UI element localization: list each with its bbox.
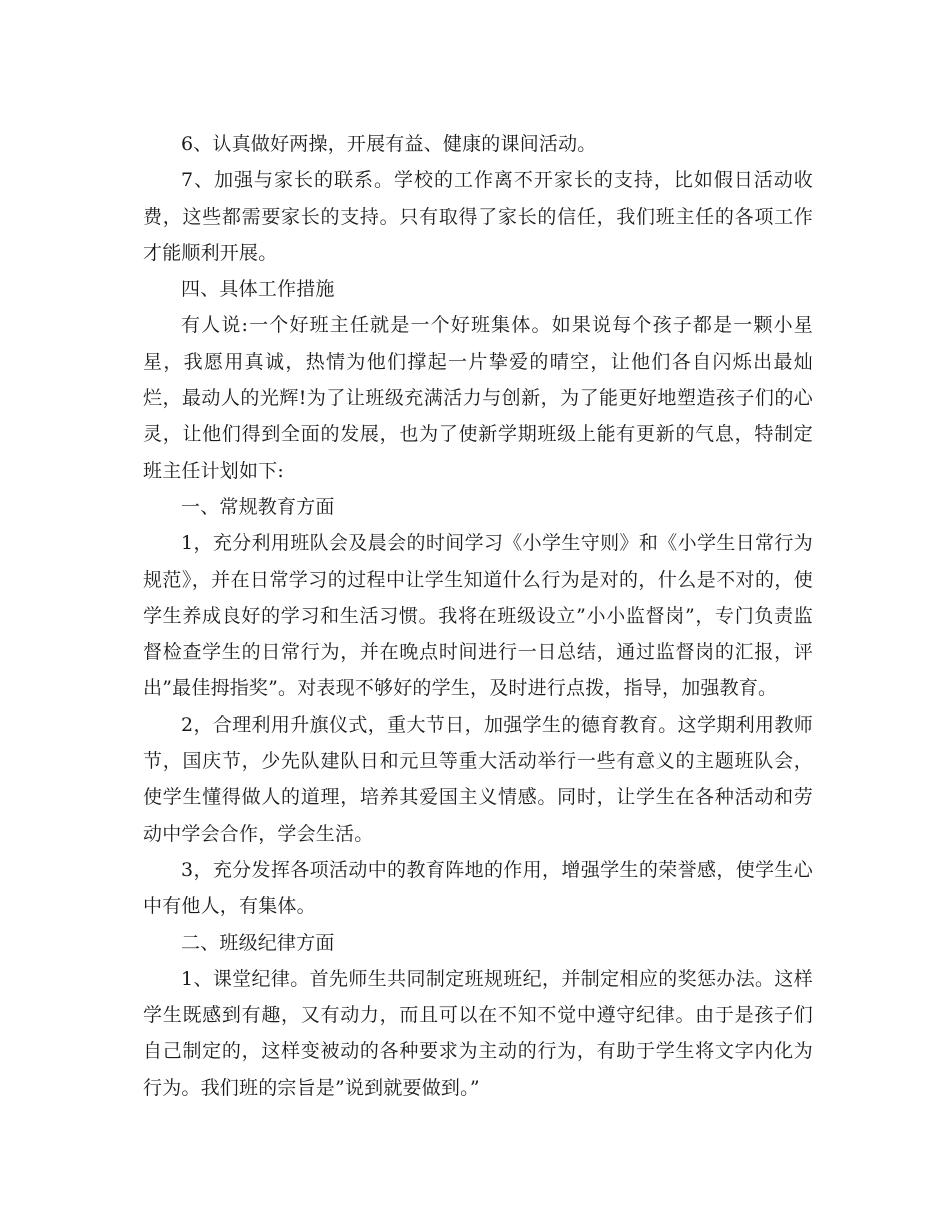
paragraph-discipline-1: 1、课堂纪律。首先师生共同制定班规班纪，并制定相应的奖惩办法。这样学生既感到有趣，又有动力，而且可以在不知不觉中遵守纪律。由于是孩子们自己制定的，这样变被动的各种要求为主动的行为，有助于学生将文字内化为行为。我们班的宗旨是”说到就要做到。” — [143, 967, 813, 1099]
section-heading-specific-measures: 四、具体工作措施 — [181, 278, 335, 301]
section-heading-class-discipline: 二、班级纪律方面 — [181, 931, 335, 954]
section-heading-routine-education: 一、常规教育方面 — [181, 495, 335, 518]
paragraph-item-7: 7、加强与家长的联系。学校的工作离不开家长的支持，比如假日活动收费，这些都需要家长的支持。只有取得了家长的信任，我们班主任的各项工作才能顺利开展。 — [143, 169, 813, 264]
paragraph-intro: 有人说:一个好班主任就是一个好班集体。如果说每个孩子都是一颗小星星，我愿用真诚，热情为他们撑起一片挚爱的晴空，让他们各自闪烁出最灿烂，最动人的光辉!为了让班级充满活力与创新，为了能更好地塑造孩子们的心灵，让他们得到全面的发展，也为了使新学期班级上能有更新的气息，特制定班主任计划如下: — [143, 314, 813, 482]
paragraph-routine-3: 3，充分发挥各项活动中的教育阵地的作用，增强学生的荣誉感，使学生心中有他人，有集体。 — [143, 858, 813, 918]
paragraph-routine-1: 1，充分利用班队会及晨会的时间学习《小学生守则》和《小学生日常行为规范》，并在日常学习的过程中让学生知道什么行为是对的，什么是不对的，使学生养成良好的学习和生活习惯。我将在班级设立”小小监督岗”，专门负责监督检查学生的日常行为，并在晚点时间进行一日总结，通过监督岗的汇报，评出”最佳拇指奖”。对表现不够好的学生，及时进行点拨，指导，加强教育。 — [143, 532, 813, 700]
paragraph-item-6: 6、认真做好两操，开展有益、健康的课间活动。 — [181, 133, 597, 155]
document-body — [143, 126, 813, 1106]
paragraph-routine-2: 2，合理利用升旗仪式，重大节日，加强学生的德育教育。这学期利用教师节，国庆节，少先队建队日和元旦等重大活动举行一些有意义的主题班队会，使学生懂得做人的道理，培养其爱国主义情感。同时，让学生在各种活动和劳动中学会合作，学会生活。 — [143, 713, 813, 845]
